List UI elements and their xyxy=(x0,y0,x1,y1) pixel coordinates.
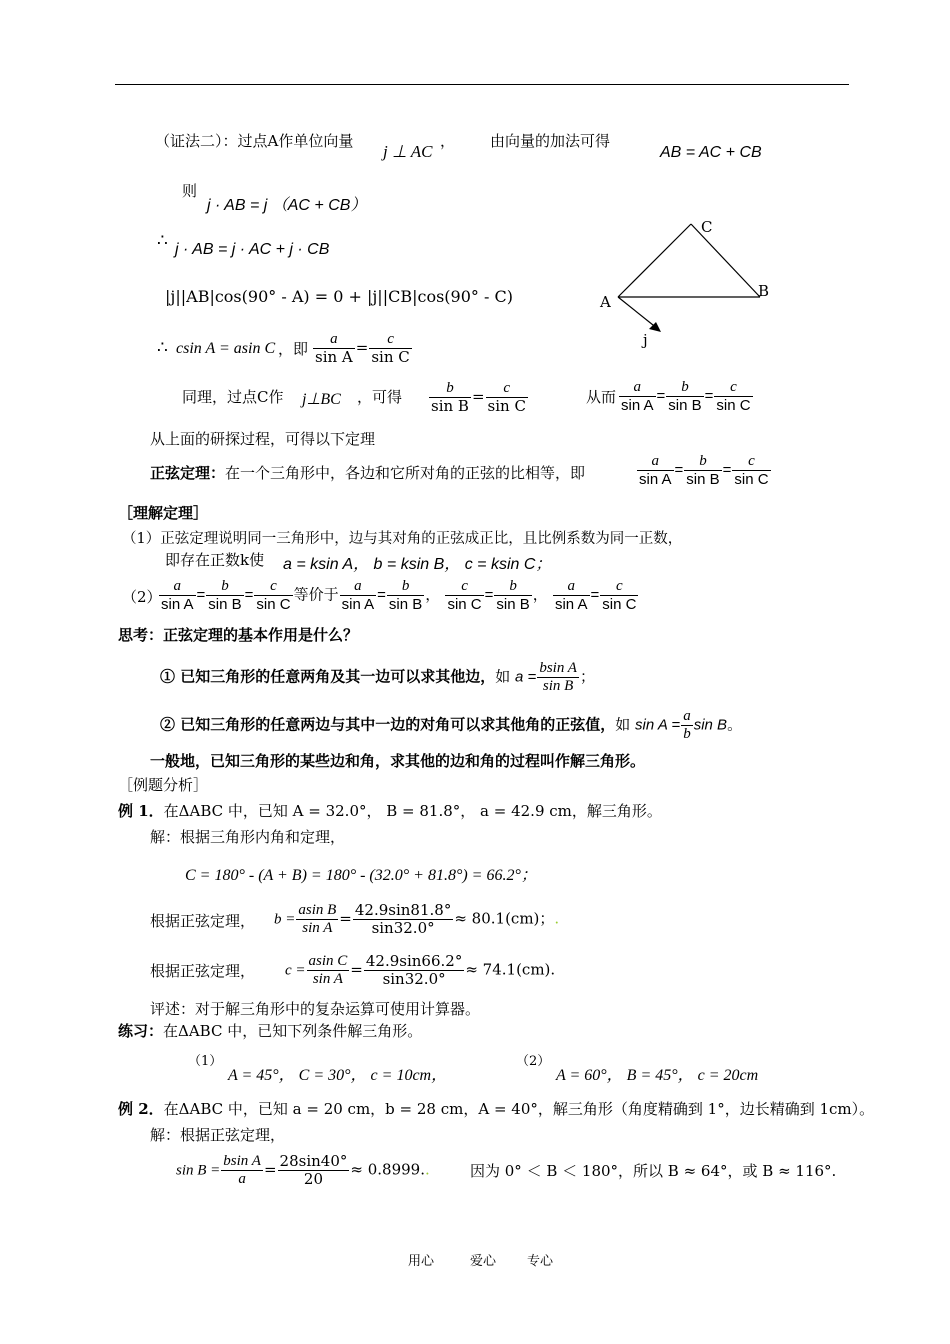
theorem-title: 正弦定理： xyxy=(150,464,226,482)
ex1-b-num1: asin B xyxy=(298,902,337,918)
vector-j-label: j xyxy=(643,331,648,349)
think-item1-num: bsin A xyxy=(539,660,577,676)
ex1-label: 例 1． xyxy=(118,802,164,820)
practice-label: 练习： xyxy=(118,1022,164,1040)
vector-j xyxy=(618,297,658,329)
ex2-left: sin B = xyxy=(176,1162,221,1179)
e3-num-c: c xyxy=(600,578,638,596)
e2-num-b: b xyxy=(494,578,531,596)
ex2-den2: 20 xyxy=(303,1170,323,1188)
ex1-c-den1: sin A xyxy=(312,971,343,987)
j-perp-bc: j⊥BC xyxy=(302,391,341,408)
frac-num-c: c xyxy=(369,331,411,349)
ex1-c-den2: sin32.0° xyxy=(382,970,446,988)
think-item1-eg: 如 xyxy=(495,667,511,686)
eq4-fraction: $\frac{a}{\text{sin A}}$ = $\frac{c}{\text{sin C}}$ xyxy=(315,331,410,366)
ex2-text: 在ΔABC 中，已知 a = 20 cm，b = 28 cm，A = 40°，解三角形（角度精确到 1°，边长精确到 1cm）。 xyxy=(163,1100,875,1118)
eq1: j · AB = j （AC + CB） xyxy=(207,197,367,214)
ex1-b-den1: sin A xyxy=(302,920,333,936)
ex2-since: 因为 0° ＜ B ＜ 180°，所以 B ≈ 64°，或 B ≈ 116°. xyxy=(470,1162,837,1180)
e2-den-sinC: sin C xyxy=(447,596,482,613)
ex1-c-left: c = xyxy=(285,962,306,979)
ab-eq: AB = AC + CB xyxy=(660,144,762,161)
think-heading: 思考：正弦定理的基本作用是什么？ xyxy=(118,626,359,644)
u-num-c: c xyxy=(254,578,292,596)
ex2-solution: 解：根据正弦定理， xyxy=(150,1126,286,1144)
think-item1-eq-left: a = xyxy=(515,668,537,686)
side-ac xyxy=(618,224,691,297)
think-item2-eg: 如 xyxy=(615,715,631,734)
frac-num-b: b xyxy=(429,380,471,398)
eq3: |j||AB|cos(90° - A) = 0 + |j||CB|cos(90° - C) xyxy=(165,287,513,306)
th-den-sinA: sin A xyxy=(639,471,672,488)
th-num-a: a xyxy=(637,453,674,471)
frac-den-sinA: sin A xyxy=(315,348,353,366)
thus-label: 从而 xyxy=(586,388,617,406)
t-den-sinC: sin C xyxy=(716,397,751,414)
ex1-b-label: 根据正弦定理， xyxy=(150,912,256,930)
ex1-c-label: 根据正弦定理， xyxy=(150,962,256,980)
think-item2 xyxy=(160,708,742,743)
similarly: 同理，过点C作 xyxy=(182,388,284,406)
think-item1-den: sin B xyxy=(542,678,574,694)
t-num-a: a xyxy=(619,379,656,397)
ex2-eq: sin B = $\frac{\text{bsin A}}{a}$ = $\frac{28\sin 40^\circ}{20}$ ≈ 0.8999.. xyxy=(176,1152,430,1188)
e2-num-c: c xyxy=(445,578,483,596)
think-item1 xyxy=(160,660,595,695)
vertex-c-label: C xyxy=(701,218,713,236)
sep1: ， xyxy=(425,586,441,604)
ex1-b-eq: b = $\frac{\text{asin B}}{\text{sin A}}$ = $\frac{42.9\sin 81.8^\circ}{\sin 32.0^\circ}$ ≈ 80.1(cm)；. xyxy=(274,901,560,937)
theorem-fraction: $\frac{a}{\text{sin A}}$ = $\frac{b}{\text{sin B}}$ = $\frac{c}{\text{sin C}}$ xyxy=(639,453,769,488)
ex1-text: 在ΔABC 中，已知 A = 32.0°， B = 81.8°， a = 42.9 cm，解三角形。 xyxy=(163,802,662,820)
frac-den-sinC: sin C xyxy=(371,348,410,366)
t-den-sinA: sin A xyxy=(621,397,654,414)
t-den-sinB: sin B xyxy=(668,397,702,414)
ex2-result: ≈ 0.8999. xyxy=(350,1160,425,1179)
understand-heading: ［理解定理］ xyxy=(118,504,209,522)
think-item2-end: 。 xyxy=(727,715,743,734)
e3-den-sinA: sin A xyxy=(554,596,588,613)
think-item2-eq-left: sin A = xyxy=(635,716,681,734)
footer-word-3: 专心 xyxy=(527,1254,554,1269)
understand-p2-eq: $\frac{a}{\text{sin A}}$ = $\frac{b}{\text{sin B}}$ = $\frac{c}{\text{sin C}}$ 等价于 $\frac{a}{\text{sin A}}$ = $\frac{b}{\text{sin B}}$ ， $\frac{c}{\text{sin C}}$ = $\frac{b}{\text{sin B}}$ ， $\frac{a}{\text{sin A}}$ = $\frac{c}{\text{sin C}}$ xyxy=(161,578,637,613)
think-item2-text: ② 已知三角形的任意两边与其中一边的对角可以求其他角的正弦值， xyxy=(160,715,616,734)
ex1-b-num2: 42.9sin81.8° xyxy=(354,901,452,919)
th-num-b: b xyxy=(684,453,721,471)
ex1-b-den2: sin32.0° xyxy=(371,919,435,937)
t-num-c: c xyxy=(714,379,752,397)
ex1-c-eq: c = $\frac{\text{asin C}}{\text{sin A}}$ = $\frac{42.9\sin 66.2^\circ}{\sin 32.0^\circ}$ ≈ 74.1(cm). xyxy=(285,952,556,988)
frac-num-a: a xyxy=(313,331,355,349)
understand-p1-line1: （1）正弦定理说明同一三角形中，边与其对角的正弦成正比，且比例系数为同一正数， xyxy=(122,531,683,547)
ex1-c-num2: 42.9sin66.2° xyxy=(365,952,463,970)
e2-den-sinB: sin B xyxy=(496,596,530,613)
practice-1-label: （1） xyxy=(188,1054,223,1069)
think-item1-text: ① 已知三角形的任意两角及其一边可以求其他边， xyxy=(160,667,496,686)
understand-p2-label: （2） xyxy=(122,588,162,606)
eq4-left: csin A = asin C xyxy=(176,340,276,357)
equiv-label: 等价于 xyxy=(293,585,339,604)
footer-word-1: 用心 xyxy=(408,1254,435,1269)
ex1-c-num1: asin C xyxy=(308,953,348,969)
e1-den-sinB: sin B xyxy=(388,596,423,613)
ex2-num1: bsin A xyxy=(223,1153,261,1169)
understand-p1-line2: 即存在正数k使 xyxy=(165,551,265,569)
th-den-sinC: sin C xyxy=(734,471,769,488)
understand-p1-eq: a = ksin A， b = ksin B， c = ksin C； xyxy=(283,556,552,573)
practice-2: A = 60°， B = 45°， c = 20cm xyxy=(556,1067,759,1084)
e1-num-a: a xyxy=(340,578,377,596)
examples-heading: ［例题分析］ xyxy=(118,776,209,794)
ex1-b-result: ≈ 80.1(cm)； xyxy=(454,909,555,928)
vertex-a-label: A xyxy=(600,293,611,311)
eq4-mid: ，即 xyxy=(278,340,309,358)
footer-word-2: 爱心 xyxy=(470,1254,497,1269)
ex1-c-result: ≈ 74.1(cm). xyxy=(465,960,556,979)
u-den-sinA: sin A xyxy=(161,596,194,613)
ex2-line xyxy=(118,1098,874,1119)
practice-text: 在ΔABC 中，已知下列条件解三角形。 xyxy=(163,1022,423,1040)
ex1-angle-c: C = 180° - (A + B) = 180° - (32.0° + 81.8°) = 66.2°； xyxy=(185,867,537,884)
ex2-num2: 28sin40° xyxy=(279,1152,348,1170)
ex1-line xyxy=(118,800,662,821)
frac-num-c2: c xyxy=(486,380,528,398)
t-num-b: b xyxy=(666,379,703,397)
then-label: 则 xyxy=(182,182,198,200)
frac-den-sinC2: sin C xyxy=(487,397,526,415)
think-item2-right: sin B xyxy=(693,716,728,734)
frac-den-sinB: sin B xyxy=(431,397,469,415)
practice-line xyxy=(118,1020,422,1041)
th-num-c: c xyxy=(732,453,770,471)
similarly-fraction: $\frac{b}{\text{sin B}}$ = $\frac{c}{\text{sin C}}$ xyxy=(431,380,526,415)
comma: ， xyxy=(440,132,456,150)
by-vector-add: 由向量的加法可得 xyxy=(490,132,611,150)
ex1-b-left: b = xyxy=(274,911,296,928)
ex1-solution: 解：根据三角形内角和定理， xyxy=(150,828,346,846)
think-item2-den: b xyxy=(683,726,691,742)
think-item2-num: a xyxy=(683,708,691,724)
therefore-symbol: ∴ xyxy=(157,231,168,251)
e3-num-a: a xyxy=(553,578,590,596)
ex1-comment: 评述：对于解三角形中的复杂运算可使用计算器。 xyxy=(150,1000,481,1018)
j-perp-ac: j ⊥ AC xyxy=(383,142,433,161)
vertex-b-label: B xyxy=(758,282,770,300)
u-num-a: a xyxy=(159,578,196,596)
ex2-den1: a xyxy=(238,1171,246,1187)
u-num-b: b xyxy=(206,578,243,596)
u-den-sinB: sin B xyxy=(208,596,242,613)
theorem-line xyxy=(150,462,585,483)
think-item1-end: ； xyxy=(579,667,595,686)
thus-fraction: $\frac{a}{\text{sin A}}$ = $\frac{b}{\text{sin B}}$ = $\frac{c}{\text{sin C}}$ xyxy=(621,379,751,414)
ex2-label: 例 2． xyxy=(118,1100,164,1118)
practice-2-label: （2） xyxy=(516,1054,551,1069)
practice-1: A = 45°， C = 30°， c = 10cm， xyxy=(228,1067,448,1084)
theorem-text: 在一个三角形中，各边和它所对角的正弦的比相等，即 xyxy=(225,464,586,482)
therefore-symbol-2: ∴ xyxy=(157,338,168,358)
sep2: ， xyxy=(532,586,548,604)
th-den-sinB: sin B xyxy=(686,471,720,488)
conclusion: 从上面的研探过程，可得以下定理 xyxy=(150,430,376,448)
proof-label: （证法二）：过点A作单位向量 xyxy=(155,132,354,150)
can-get: ，可得 xyxy=(357,388,403,406)
header-rule xyxy=(115,84,849,85)
e1-num-b: b xyxy=(387,578,424,596)
general-statement: 一般地，已知三角形的某些边和角，求其他的边和角的过程叫作解三角形。 xyxy=(150,752,646,770)
e3-den-sinC: sin C xyxy=(602,596,637,613)
u-den-sinC: sin C xyxy=(256,596,291,613)
green-dot: . xyxy=(554,909,560,928)
eq2: j · AB = j · AC + j · CB xyxy=(175,241,330,258)
green-dot-2: . xyxy=(424,1160,430,1179)
e1-den-sinA: sin A xyxy=(341,596,375,613)
